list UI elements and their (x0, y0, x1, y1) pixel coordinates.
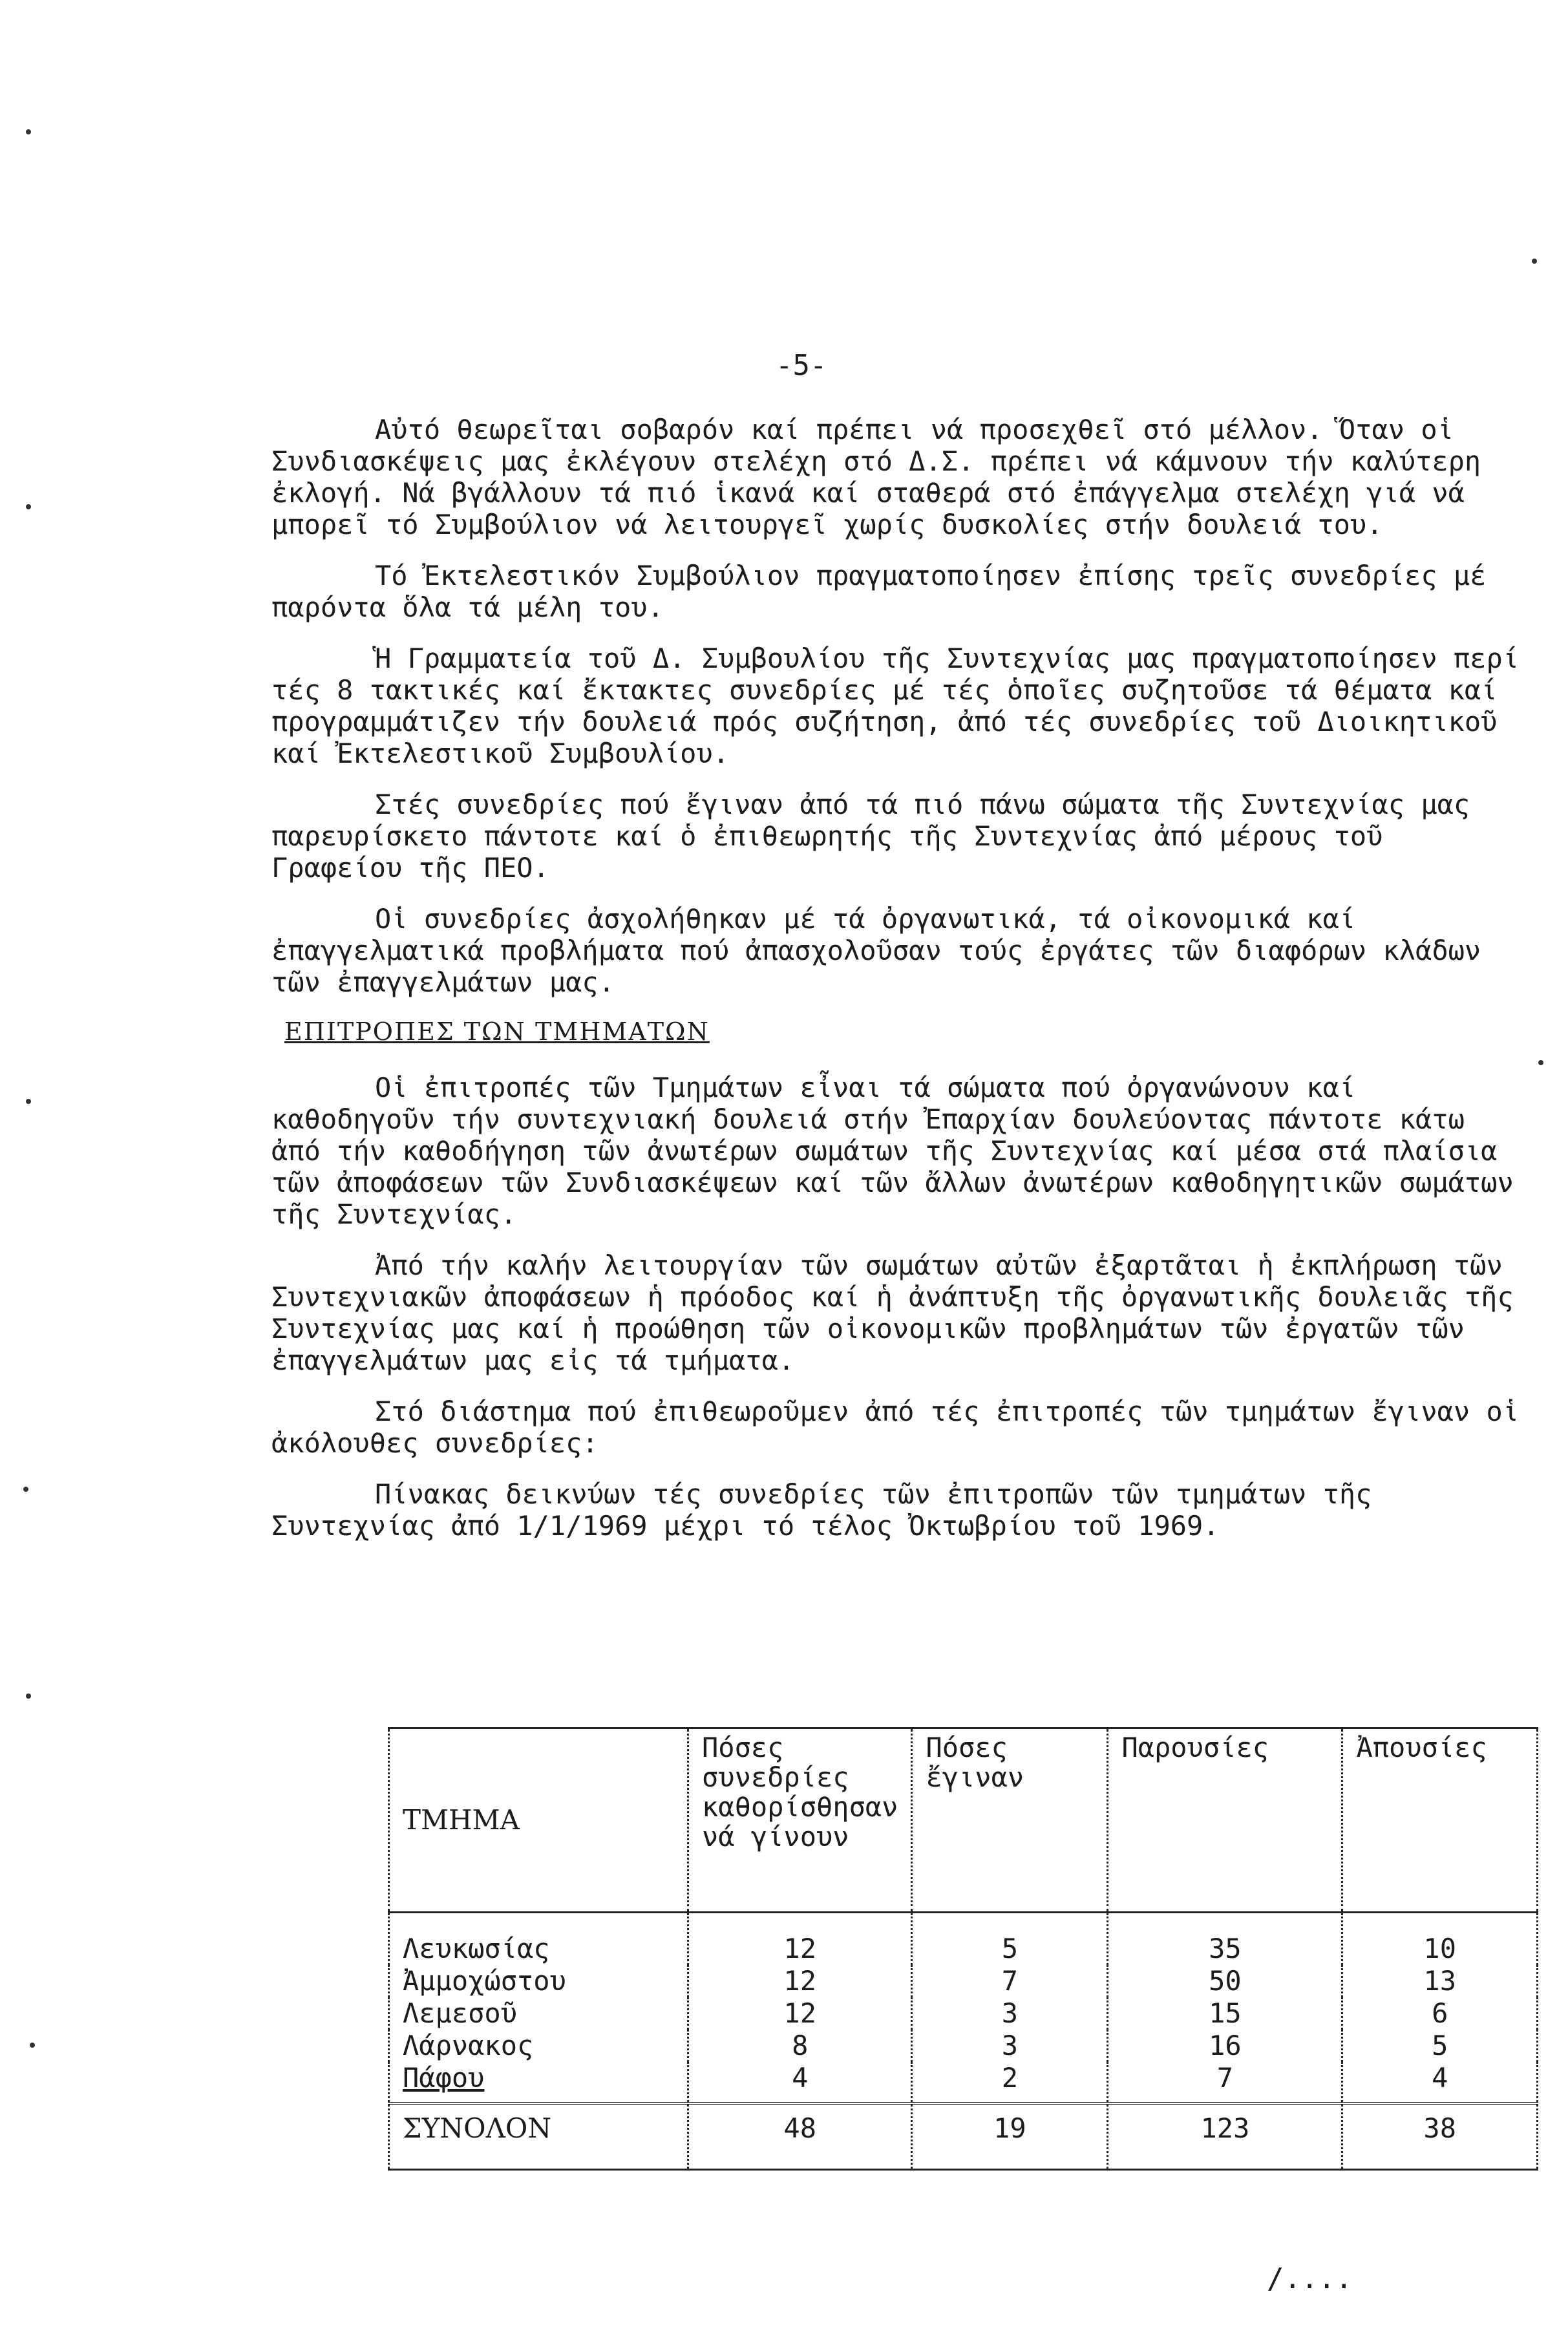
row-held: 2 (912, 2062, 1108, 2103)
scan-speck (23, 1487, 28, 1492)
header-absences: Ἀπουσίες (1342, 1728, 1538, 1913)
row-absences: 13 (1342, 1965, 1538, 1997)
paragraph-7: Ἀπό τήν καλήν λειτουργίαν τῶν σωμάτων αὐτῶν ἐξαρτᾶται ἡ ἐκπλήρωση τῶν Συντεχνιακῶν ἀποφάσεων ἡ πρόοδος καί ἡ ἀνάπτυξη τῆς ὀργανωτικῆς δουλειᾶς τῆς Συντεχνίας μας καί ἡ προώθηση τῶν οἰκονομικῶν προβλημάτων τῶν ἐργατῶν τῶν ἐπαγγελμάτων μας εἰς τά τμήματα. (271, 1249, 1531, 1376)
row-absences: 5 (1342, 2030, 1538, 2062)
scan-speck (26, 1694, 31, 1699)
row-absences: 10 (1342, 1913, 1538, 1966)
total-label: ΣΥΝΟΛΟΝ (389, 2103, 688, 2169)
row-held: 3 (912, 1997, 1108, 2030)
table-row (389, 1913, 1538, 1966)
table-row (389, 2030, 1538, 2062)
row-attendance: 15 (1108, 1997, 1342, 2030)
row-department: Ἀμμοχώστου (389, 1965, 688, 1997)
paragraph-8: Στό διάστημα πού ἐπιθεωροῦμεν ἀπό τές ἐπιτροπές τῶν τμημάτων ἔγιναν οἱ ἀκόλουθες συνεδρίες: (271, 1396, 1536, 1459)
header-attendance: Παρουσίες (1108, 1728, 1342, 1913)
table-header-row (389, 1728, 1538, 1913)
row-planned: 12 (688, 1997, 912, 2030)
row-department: Λευκωσίας (389, 1913, 688, 1966)
total-held: 19 (912, 2103, 1108, 2169)
sessions-table (388, 1727, 1538, 2171)
row-attendance: 35 (1108, 1913, 1342, 1966)
paragraph-4: Στές συνεδρίες πού ἔγιναν ἀπό τά πιό πάνω σώματα τῆς Συντεχνίας μας παρευρίσκετο πάντοτε καί ὁ ἐπιθεωρητής τῆς Συντεχνίας ἀπό μέρους τοῦ Γραφείου τῆς ΠΕΟ. (271, 789, 1487, 884)
row-absences: 6 (1342, 1997, 1538, 2030)
scan-speck (26, 1099, 31, 1104)
table-row (389, 1965, 1538, 1997)
scan-speck (1532, 259, 1537, 264)
row-planned: 12 (688, 1965, 912, 1997)
scan-speck (30, 2043, 35, 2048)
header-planned: Πόσες συνεδρίες καθορίσθησαν νά γίνουν (688, 1728, 912, 1913)
row-department (389, 2062, 688, 2103)
page-body (271, 414, 1536, 1561)
header-held: Πόσες ἔγιναν (912, 1728, 1108, 1913)
paragraph-6: Οἱ ἐπιτροπές τῶν Τμημάτων εἶναι τά σώματα πού ὀργανώνουν καί καθοδηγοῦν τήν συντεχνιακή δουλειά στήν Ἐπαρχίαν δουλεύοντας πάντοτε κάτω ἀπό τήν καθοδήγηση τῶν ἀνωτέρων σωμάτων τῆς Συντεχνίας καί μέσα στά πλαίσια τῶν ἀποφάσεων τῶν Συνδιασκέψεων καί τῶν ἄλλων ἀνωτέρων καθοδηγητικῶν σωμάτων τῆς Συντεχνίας. (271, 1072, 1531, 1230)
paragraph-1: Αὐτό θεωρεῖται σοβαρόν καί πρέπει νά προσεχθεῖ στό μέλλον. Ὅταν οἱ Συνδιασκέψεις μας ἐκλέγουν στελέχη στό Δ.Σ. πρέπει νά κάμνουν τήν καλύτερη ἐκλογή. Νά βγάλλουν τά πιό ἱκανά καί σταθερά στό ἐπάγγελμα στελέχη γιά νά μπορεῖ τό Συμβούλιον νά λειτουργεῖ χωρίς δυσκολίες στήν δουλειά του. (271, 414, 1498, 540)
row-attendance: 7 (1108, 2062, 1342, 2103)
row-department: Λάρνακος (389, 2030, 688, 2062)
row-held: 5 (912, 1913, 1108, 1966)
row-department-label: Πάφου (403, 2062, 485, 2094)
row-planned: 8 (688, 2030, 912, 2062)
scan-speck (26, 504, 31, 509)
table-row (389, 2062, 1538, 2103)
scan-speck (26, 129, 31, 134)
row-attendance: 16 (1108, 2030, 1342, 2062)
scan-speck (1538, 1060, 1543, 1065)
table-caption: Πίνακας δεικνύων τές συνεδρίες τῶν ἐπιτροπῶν τῶν τμημάτων τῆς Συντεχνίας ἀπό 1/1/1969 μέχρι τό τέλος Ὀκτωβρίου τοῦ 1969. (271, 1478, 1388, 1542)
total-planned: 48 (688, 2103, 912, 2169)
row-held: 7 (912, 1965, 1108, 1997)
continuation-mark: /.... (1267, 2262, 1353, 2295)
table-row (389, 1997, 1538, 2030)
paragraph-5: Οἱ συνεδρίες ἀσχολήθηκαν μέ τά ὀργανωτικά, τά οἰκονομικά καί ἐπαγγελματικά προβλήματα πού ἀπασχολοῦσαν τούς ἐργάτες τῶν διαφόρων κλάδων τῶν ἐπαγγελμάτων μας. (271, 903, 1498, 998)
row-department: Λεμεσοῦ (389, 1997, 688, 2030)
row-held: 3 (912, 2030, 1108, 2062)
page-number: -5- (776, 349, 827, 382)
header-department: ΤΜΗΜΑ (389, 1728, 688, 1913)
row-attendance: 50 (1108, 1965, 1342, 1997)
section-heading: ΕΠΙΤΡΟΠΕΣ ΤΩΝ ΤΜΗΜΑΤΩΝ (284, 1017, 710, 1046)
total-absences: 38 (1342, 2103, 1538, 2169)
paragraph-3: Ἡ Γραμματεία τοῦ Δ. Συμβουλίου τῆς Συντεχνίας μας πραγματοποίησεν περί τές 8 τακτικές καί ἔκτακτες συνεδρίες μέ τές ὁποῖες συζητοῦσε τά θέματα καί προγραμμάτιζεν τήν δουλειά πρός συζήτηση, ἀπό τές συνεδρίες τοῦ Διοικητικοῦ καί Ἐκτελεστικοῦ Συμβουλίου. (271, 642, 1536, 769)
row-planned: 4 (688, 2062, 912, 2103)
table-bottom-rule (389, 2169, 1538, 2170)
row-absences: 4 (1342, 2062, 1538, 2103)
table-total-row (389, 2103, 1538, 2169)
total-attendance: 123 (1108, 2103, 1342, 2169)
row-planned: 12 (688, 1913, 912, 1966)
paragraph-2: Τό Ἐκτελεστικόν Συμβούλιον πραγματοποίησεν ἐπίσης τρεῖς συνεδρίες μέ παρόντα ὅλα τά μέλη του. (271, 560, 1503, 623)
